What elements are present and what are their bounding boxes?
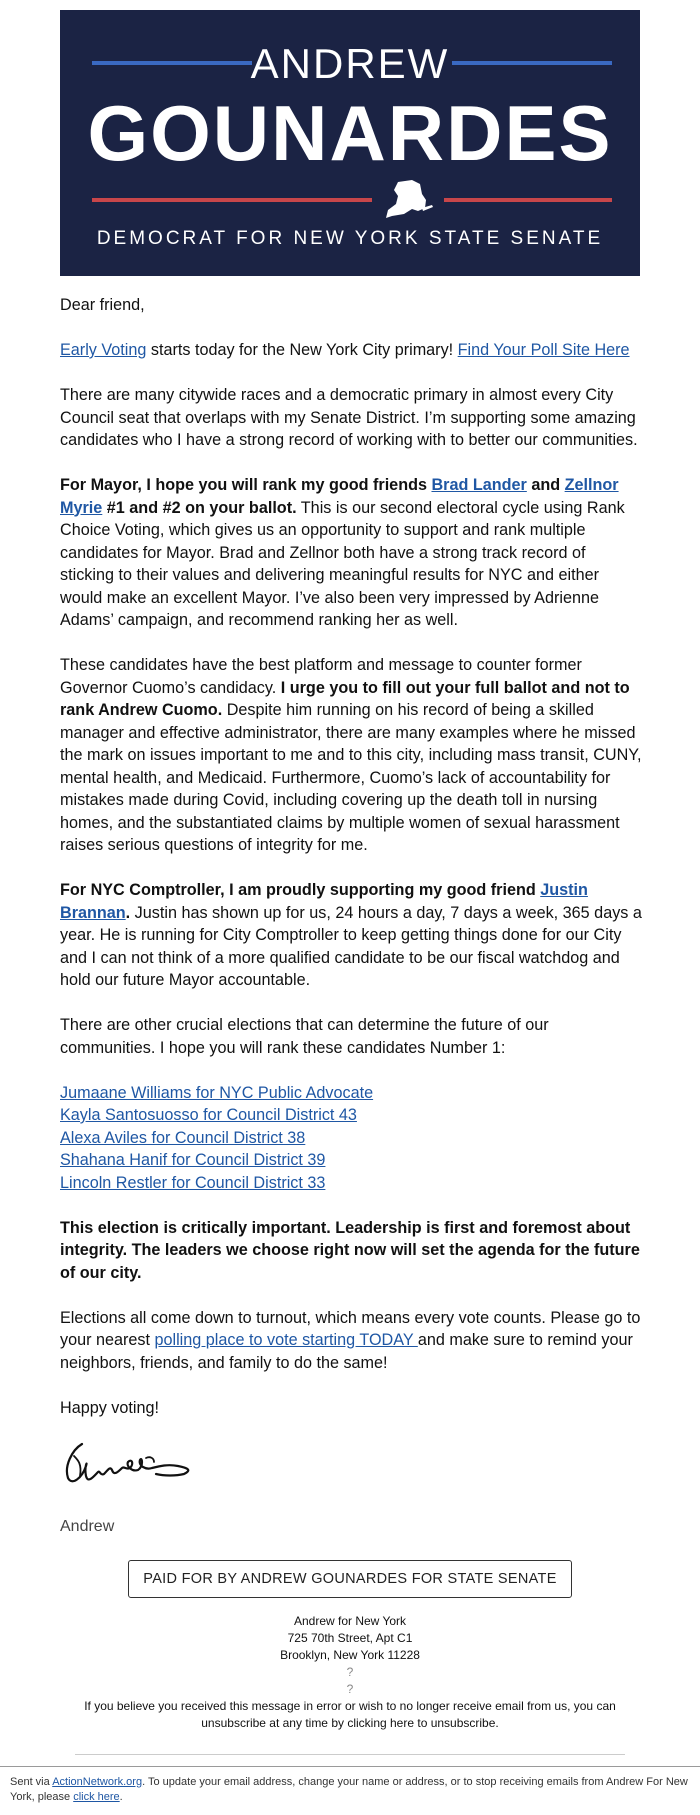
polling-place-link[interactable]: polling place to vote starting TODAY <box>154 1331 418 1349</box>
comptroller-bold: For NYC Comptroller, I am proudly supporting my good friend <box>60 881 541 899</box>
new-york-state-icon <box>382 178 434 222</box>
candidate-link-aviles[interactable]: Alexa Aviles for Council District 38 <box>60 1128 306 1147</box>
paragraph-comptroller <box>60 879 642 992</box>
banner-first-name: ANDREW <box>250 40 450 87</box>
signoff-name: Andrew <box>60 1518 115 1535</box>
sent-via-middle: . To update your email address, change your name or address, or to stop receiving emails from Andrew For New York, please <box>10 1776 688 1803</box>
candidate-list <box>60 1082 642 1195</box>
early-voting-link[interactable]: Early Voting <box>60 341 147 359</box>
turnout-text-2: and make sure to remind your neighbors, friends, and family to do the same! <box>60 1331 633 1372</box>
brad-lander-link[interactable]: Brad Lander <box>431 476 527 494</box>
greeting: Dear friend, <box>60 296 145 314</box>
paragraph-citywide-races: There are many citywide races and a democratic primary in almost every City Council seat that overlaps with my Senate District. I’m supporting some amazing candidates who I have a strong record of working with to better our communities. <box>60 386 638 449</box>
red-rule-right <box>444 198 612 202</box>
unsubscribe-text[interactable]: If you believe you received this message in error or wish to no longer receive email from us, you can unsubscribe at any time by clicking here to unsubscribe. <box>84 1699 616 1730</box>
candidate-link-restler[interactable]: Lincoln Restler for Council District 33 <box>60 1173 326 1192</box>
paragraph-mayor <box>60 474 642 632</box>
cuomo-text-1: These candidates have the best platform and message to counter former Governor Cuomo’s candidacy. <box>60 656 582 697</box>
closing: Happy voting! <box>60 1398 159 1417</box>
mayor-bold-2: and <box>526 476 565 494</box>
paid-for-disclaimer: PAID FOR BY ANDREW GOUNARDES FOR STATE SENATE <box>128 1560 572 1598</box>
mayor-text: This is our second electoral cycle using Rank Choice Voting, which gives us an opportunity to support and rank multiple candidates for Mayor. Brad and Zellnor both have a strong track record of sticking to their values and delivering meaningful results for NYC and either would make an excellent Mayor. I’ve also been very impressed by Adrienne Adams’ campaign, and recommend ranking her as well. <box>60 498 625 629</box>
campaign-banner <box>60 10 640 276</box>
justin-brannan-link[interactable]: Justin Brannan <box>60 881 588 922</box>
bottom-divider <box>0 1766 700 1767</box>
banner-subtitle: DEMOCRAT FOR NEW YORK STATE SENATE <box>96 228 604 249</box>
candidate-link-hanif[interactable]: Shahana Hanif for Council District 39 <box>60 1151 326 1169</box>
sent-via-suffix: . <box>119 1791 123 1803</box>
footer-divider <box>75 1754 625 1755</box>
email-footer <box>60 1613 640 1732</box>
zellnor-myrie-link[interactable]: Zellnor Myrie <box>60 476 619 517</box>
red-rule-left <box>92 198 372 202</box>
p1-text: starts today for the New York City primary! <box>146 341 458 359</box>
poll-site-link[interactable]: Find Your Poll Site Here <box>457 341 630 359</box>
paragraph-cuomo <box>60 654 642 857</box>
signature-image <box>60 1436 210 1494</box>
banner-last-name: GOUNARDES <box>87 89 613 177</box>
footer-org: Andrew for New York <box>293 1614 407 1628</box>
sent-via-prefix: Sent via <box>10 1776 53 1788</box>
mayor-bold-3: #1 and #2 on your ballot. <box>102 498 297 517</box>
candidate-link-williams[interactable]: Jumaane Williams for NYC Public Advocate <box>60 1083 374 1102</box>
email-body <box>60 294 642 1442</box>
footer-street: 725 70th Street, Apt C1 <box>287 1631 413 1645</box>
candidate-link-santosuosso[interactable]: Kayla Santosuosso for Council District 43 <box>60 1106 357 1124</box>
cuomo-text-2: Despite him running on his record of being a skilled manager and effective administrator, there are many examples where he missed the mark on issues important to me and to this city, including mass transit, CUNY, mental health, and Medicaid. Furthermore, Cuomo’s lack of accountability for mistakes made during Covid, including covering up the death toll in nursing homes, and the substantiated claims by multiple women of sexual harassment raises serious questions of integrity for me. <box>60 701 642 854</box>
turnout-text-1: Elections all come down to turnout, which means every vote counts. Please go to your nearest <box>60 1308 641 1349</box>
click-here-link[interactable]: click here <box>73 1791 120 1803</box>
paragraph-other-elections: There are other crucial elections that can determine the future of our communities. I hope you will rank these candidates Number 1: <box>60 1016 549 1057</box>
paragraph-early-voting <box>60 339 642 362</box>
paragraph-turnout <box>60 1307 642 1375</box>
footer-placeholder-1: ? <box>346 1665 354 1679</box>
cuomo-bold: I urge you to fill out your full ballot and not to rank Andrew Cuomo. <box>60 678 630 719</box>
actionnetwork-link[interactable]: ActionNetwork.org <box>52 1776 143 1788</box>
footer-city: Brooklyn, New York 11228 <box>280 1648 420 1662</box>
comptroller-bold-2: . <box>125 903 131 922</box>
mayor-bold-1: For Mayor, I hope you will rank my good friends <box>60 476 432 494</box>
footer-placeholder-2: ? <box>346 1682 354 1696</box>
sent-via-notice <box>10 1775 695 1805</box>
paragraph-critical: This election is critically important. Leadership is first and foremost about integrity. The leaders we choose right now will set the agenda for the future of our city. <box>60 1218 640 1282</box>
comptroller-text: Justin has shown up for us, 24 hours a day, 7 days a week, 365 days a year. He is running for City Comptroller to keep getting things done for our City and I can not think of a more qualified candidate to be our fiscal watchdog and hold our future Mayor accountable. <box>60 903 642 989</box>
